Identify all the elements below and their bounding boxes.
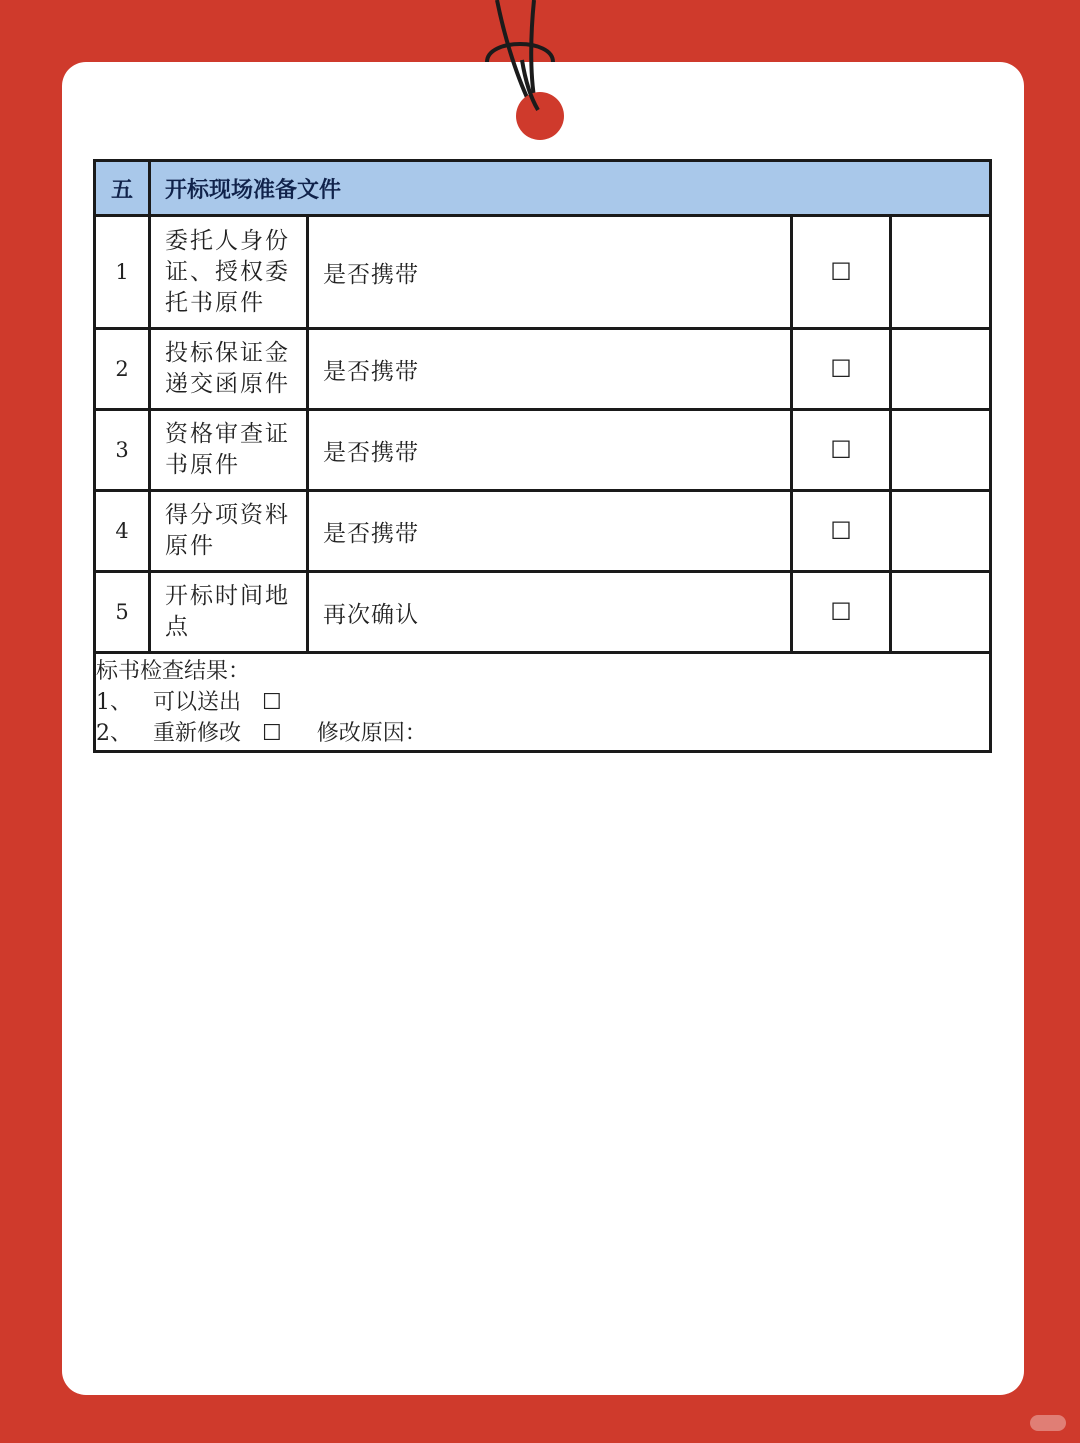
- section-title: 开标现场准备文件: [150, 161, 991, 216]
- result-option-revise: [96, 718, 989, 749]
- option1-number: 1、: [96, 689, 132, 715]
- table-row: [95, 216, 991, 329]
- table-row: [95, 410, 991, 491]
- row-index: 5: [95, 572, 150, 653]
- revise-reason-label: 修改原因：: [316, 720, 427, 746]
- option2-label: 重新修改: [153, 720, 242, 746]
- row-index: 2: [95, 329, 150, 410]
- prep-documents-table: [93, 159, 992, 753]
- row-index: 4: [95, 491, 150, 572]
- row-item: 委托人身份证、授权委托书原件: [150, 216, 308, 329]
- option1-label: 可以送出: [153, 689, 242, 715]
- section-header-row: [95, 161, 991, 216]
- row-index: 1: [95, 216, 150, 329]
- row-remark-cell: [891, 410, 991, 491]
- watermark-logo: [1030, 1415, 1066, 1431]
- table-row: [95, 572, 991, 653]
- row-checkbox[interactable]: ☐: [792, 491, 891, 572]
- result-heading: 标书检查结果：: [96, 658, 251, 684]
- row-remark-cell: [891, 216, 991, 329]
- row-requirement: 是否携带: [308, 329, 792, 410]
- option1-checkbox[interactable]: ☐: [262, 689, 282, 715]
- row-requirement: 是否携带: [308, 491, 792, 572]
- row-remark-cell: [891, 329, 991, 410]
- check-result-row: [95, 653, 991, 752]
- row-remark-cell: [891, 491, 991, 572]
- row-item: 开标时间地点: [150, 572, 308, 653]
- row-checkbox[interactable]: ☐: [792, 572, 891, 653]
- row-item: 得分项资料原件: [150, 491, 308, 572]
- row-requirement: 是否携带: [308, 410, 792, 491]
- row-checkbox[interactable]: ☐: [792, 329, 891, 410]
- table-row: [95, 491, 991, 572]
- row-requirement: 再次确认: [308, 572, 792, 653]
- row-checkbox[interactable]: ☐: [792, 216, 891, 329]
- option2-checkbox[interactable]: ☐: [262, 720, 282, 746]
- row-checkbox[interactable]: ☐: [792, 410, 891, 491]
- row-index: 3: [95, 410, 150, 491]
- row-item: 资格审查证书原件: [150, 410, 308, 491]
- section-number: 五: [95, 161, 150, 216]
- table-row: [95, 329, 991, 410]
- check-result-cell: [95, 653, 991, 752]
- row-remark-cell: [891, 572, 991, 653]
- result-option-send: [96, 687, 989, 718]
- row-requirement: 是否携带: [308, 216, 792, 329]
- row-item: 投标保证金递交函原件: [150, 329, 308, 410]
- option2-number: 2、: [96, 720, 132, 746]
